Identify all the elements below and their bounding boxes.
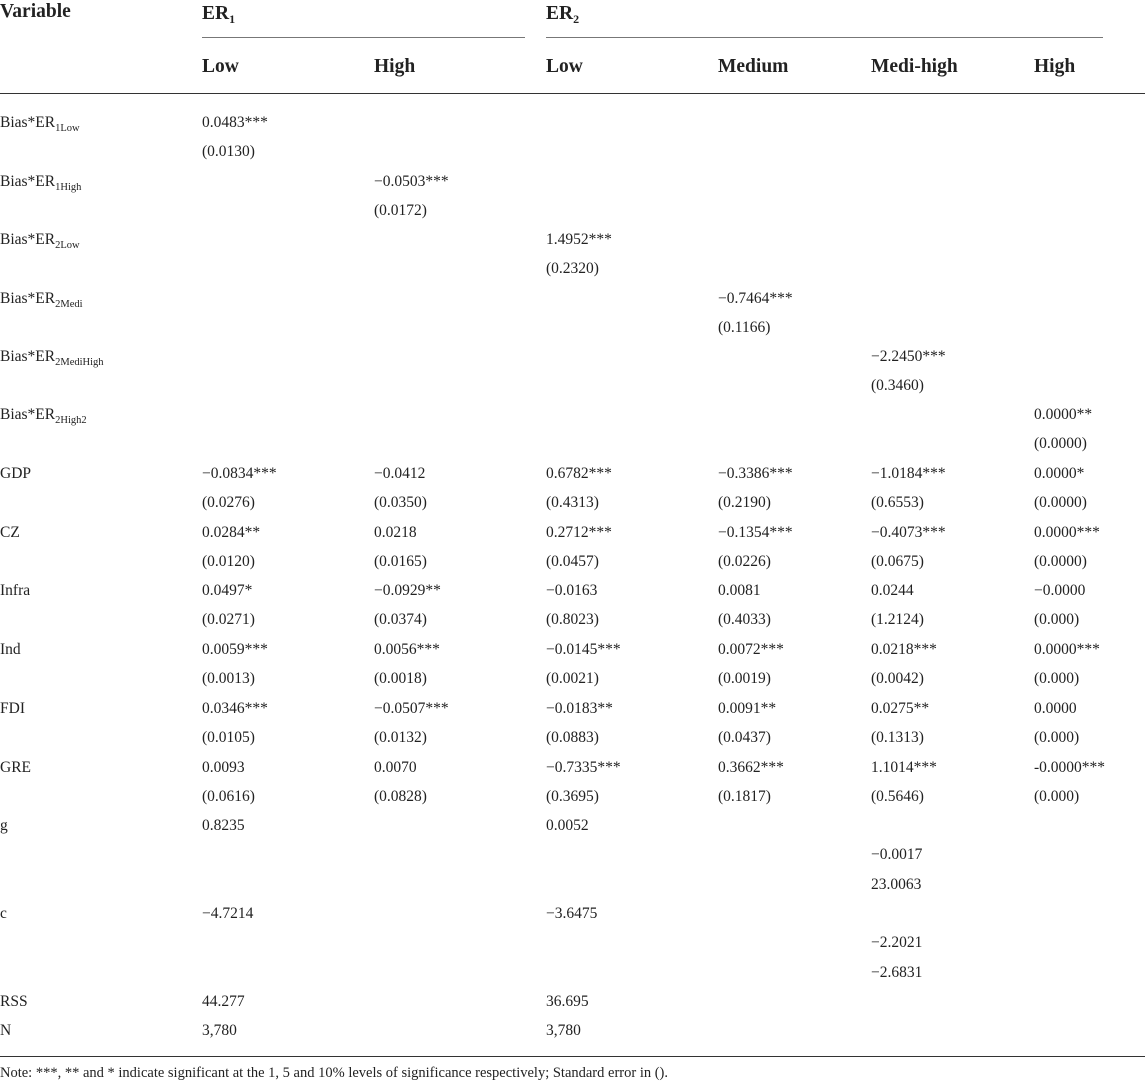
value-line-er1-high: (0.0165) — [374, 553, 427, 570]
subheader-er2-low: Low — [546, 56, 583, 77]
value-line-er2-medium: (0.0226) — [718, 553, 771, 570]
row-label: $Bias*ER_{2Medi}$ — [0, 290, 83, 310]
coefficient-er2-medi-high: 0.0275** — [871, 700, 930, 717]
row-label: Infra — [0, 582, 31, 599]
coefficient-er1-low: −0.0834*** — [202, 465, 277, 482]
value-line-er2-high: (0.000) — [1034, 788, 1080, 805]
value-line-er1-low: (0.0276) — [202, 494, 255, 511]
value-line-er2-high: (0.0000) — [1034, 494, 1087, 511]
coefficient-er1-low: 0.0284** — [202, 524, 261, 541]
coefficient-er2-high: −0.0000 — [1034, 582, 1086, 599]
coefficient-er1-high: 0.0070 — [374, 759, 417, 776]
coefficient-er2-low: 0.0052 — [546, 817, 589, 834]
value-line-er2-medium: (0.0019) — [718, 670, 771, 687]
coefficient-er2-low: −0.0145*** — [546, 641, 621, 658]
coefficient-er2-low: 1.4952*** — [546, 231, 612, 248]
value-line-er2-high: (0.0000) — [1034, 435, 1087, 452]
row-label: $Bias*ER_{2High2}$ — [0, 406, 87, 426]
coefficient-er2-medi-high: 1.1014*** — [871, 759, 937, 776]
er1-underline — [202, 37, 525, 38]
coefficient-er2-low: 3,780 — [546, 1022, 581, 1039]
coefficient-er2-medium: 0.0081 — [718, 582, 761, 599]
coefficient-er2-medi-high: 0.0244 — [871, 582, 914, 599]
coefficient-er2-low: −0.0163 — [546, 582, 598, 599]
value-line-er2-medium: (0.1166) — [718, 319, 771, 336]
coefficient-er1-low: 0.0093 — [202, 759, 245, 776]
coefficient-er1-low: 0.0346*** — [202, 700, 268, 717]
coefficient-er1-low: −4.7214 — [202, 905, 254, 922]
value-line-er2-medium: (0.4033) — [718, 611, 771, 628]
coefficient-er1-low: 3,780 — [202, 1022, 237, 1039]
bottom-rule — [0, 1056, 1145, 1057]
coefficient-er2-medi-high: −2.2450*** — [871, 348, 946, 365]
coefficient-er2-medium: 0.3662*** — [718, 759, 784, 776]
coefficient-er2-medi-high: −1.0184*** — [871, 465, 946, 482]
coefficient-er2-medi-high: 0.0218*** — [871, 641, 937, 658]
row-label: $Bias*ER_{1Low}$ — [0, 114, 80, 134]
value-line-er2-low: (0.8023) — [546, 611, 599, 628]
header-variable: Variable — [0, 1, 71, 22]
coefficient-er2-high: 0.0000 — [1034, 700, 1077, 717]
coefficient-er2-high: 0.0000* — [1034, 465, 1085, 482]
value-line-er2-low: (0.4313) — [546, 494, 599, 511]
row-label: CZ — [0, 524, 20, 541]
row-label: GRE — [0, 759, 31, 776]
value-line-er2-medi-high: (0.0675) — [871, 553, 924, 570]
value-line-er2-high: (0.000) — [1034, 670, 1080, 687]
table-note: Note: ***, ** and * indicate significant at the 1, 5 and 10% levels of significance respectively; Standard error in (). — [0, 1065, 668, 1081]
value-line-er1-high: (0.0828) — [374, 788, 427, 805]
value-line-er1-high: (0.0018) — [374, 670, 427, 687]
row-label: FDI — [0, 700, 25, 717]
value-line-er1-low: (0.0013) — [202, 670, 255, 687]
value-line-er1-high: (0.0374) — [374, 611, 427, 628]
value-line-er2-low: (0.2320) — [546, 260, 599, 277]
coefficient-er2-medium: −0.3386*** — [718, 465, 793, 482]
value-line-er2-medi-high: (1.2124) — [871, 611, 924, 628]
value-line-er1-low: (0.0130) — [202, 143, 255, 160]
coefficient-er1-high: −0.0929** — [374, 582, 441, 599]
subheader-er2-medium: Medium — [718, 56, 789, 77]
row-label: N — [0, 1022, 12, 1039]
er2-underline — [546, 37, 1103, 38]
row-label: $Bias*ER_{2MediHigh}$ — [0, 348, 104, 368]
coefficient-er1-high: −0.0412 — [374, 465, 426, 482]
row-label: c — [0, 905, 7, 922]
row-label: $Bias*ER_{1High}$ — [0, 173, 82, 193]
row-label: g — [0, 817, 8, 834]
coefficient-er1-high: −0.0507*** — [374, 700, 449, 717]
coefficient-er2-medi-high: −0.4073*** — [871, 524, 946, 541]
coefficient-er2-high: 0.0000*** — [1034, 641, 1100, 658]
value-line-er1-high: (0.0132) — [374, 729, 427, 746]
value-line-er2-medi-high: (0.3460) — [871, 377, 924, 394]
coefficient-er2-low: −3.6475 — [546, 905, 598, 922]
coefficient-er1-low: 0.8235 — [202, 817, 245, 834]
coefficient-er2-low: −0.0183** — [546, 700, 613, 717]
value-line-er2-medi-high: (0.5646) — [871, 788, 924, 805]
subheader-er1-low: Low — [202, 56, 239, 77]
coefficient-er1-high: 0.0218 — [374, 524, 417, 541]
coefficient-er1-high: 0.0056*** — [374, 641, 440, 658]
value-line-er1-high: (0.0172) — [374, 202, 427, 219]
coefficient-er1-low: 0.0497* — [202, 582, 253, 599]
coefficient-er2-low: 0.2712*** — [546, 524, 612, 541]
subheader-er1-high: High — [374, 56, 416, 77]
header-er1: $ER_1$ — [202, 3, 236, 26]
coefficient-er2-medium: 0.0091** — [718, 700, 777, 717]
coefficient-er1-high: −0.0503*** — [374, 173, 449, 190]
coefficient-er2-high: 0.0000*** — [1034, 524, 1100, 541]
value-line-er1-low: (0.0120) — [202, 553, 255, 570]
value-line-er2-high: (0.000) — [1034, 611, 1080, 628]
value-line-er2-medi-high: (0.0042) — [871, 670, 924, 687]
coefficient-er2-high: -0.0000*** — [1034, 759, 1106, 776]
subheader-er2-medi-high: Medi-high — [871, 56, 958, 77]
row-label: $Bias*ER_{2Low}$ — [0, 231, 80, 251]
row-label: Ind — [0, 641, 21, 658]
coefficient-er1-low: 0.0059*** — [202, 641, 268, 658]
coefficient-er1-low: 0.0483*** — [202, 114, 268, 131]
value-line-er2-low: (0.0457) — [546, 553, 599, 570]
value-line-er2-medi-high: −0.0017 — [871, 846, 923, 863]
coefficient-er2-low: 0.6782*** — [546, 465, 612, 482]
coefficient-er2-high: 0.0000** — [1034, 406, 1093, 423]
value-line-er1-low: (0.0105) — [202, 729, 255, 746]
row-label: GDP — [0, 465, 32, 482]
row-label: RSS — [0, 993, 28, 1010]
subheader-er2-high: High — [1034, 56, 1076, 77]
coefficient-er2-low: 36.695 — [546, 993, 589, 1010]
value-line-er2-medi-high: (0.6553) — [871, 494, 924, 511]
value-line-er1-high: (0.0350) — [374, 494, 427, 511]
value-line-er2-medium: (0.0437) — [718, 729, 771, 746]
value-line-er1-low: (0.0616) — [202, 788, 255, 805]
header-er2: $ER_2$ — [546, 3, 580, 26]
value-line-er2-low: (0.3695) — [546, 788, 599, 805]
coefficient-er2-medium: −0.7464*** — [718, 290, 793, 307]
value-line-er2-medi-high: (0.1313) — [871, 729, 924, 746]
coefficient-er2-medium: −0.1354*** — [718, 524, 793, 541]
value-line-er2-low: (0.0883) — [546, 729, 599, 746]
coefficient-er2-low: −0.7335*** — [546, 759, 621, 776]
value-line-er2-high: (0.0000) — [1034, 553, 1087, 570]
value-line-er2-medi-high: −2.2021 — [871, 934, 923, 951]
value-line-er2-medium: (0.1817) — [718, 788, 771, 805]
value-line-er2-low: (0.0021) — [546, 670, 599, 687]
value-line-er2-medium: (0.2190) — [718, 494, 771, 511]
coefficient-er2-medium: 0.0072*** — [718, 641, 784, 658]
value-line-er2-medi-high: −2.6831 — [871, 964, 923, 981]
value-line-er2-high: (0.000) — [1034, 729, 1080, 746]
header-rule — [0, 93, 1145, 94]
value-line-er1-low: (0.0271) — [202, 611, 255, 628]
coefficient-er1-low: 44.277 — [202, 993, 245, 1010]
value-line-er2-medi-high: 23.0063 — [871, 876, 922, 893]
